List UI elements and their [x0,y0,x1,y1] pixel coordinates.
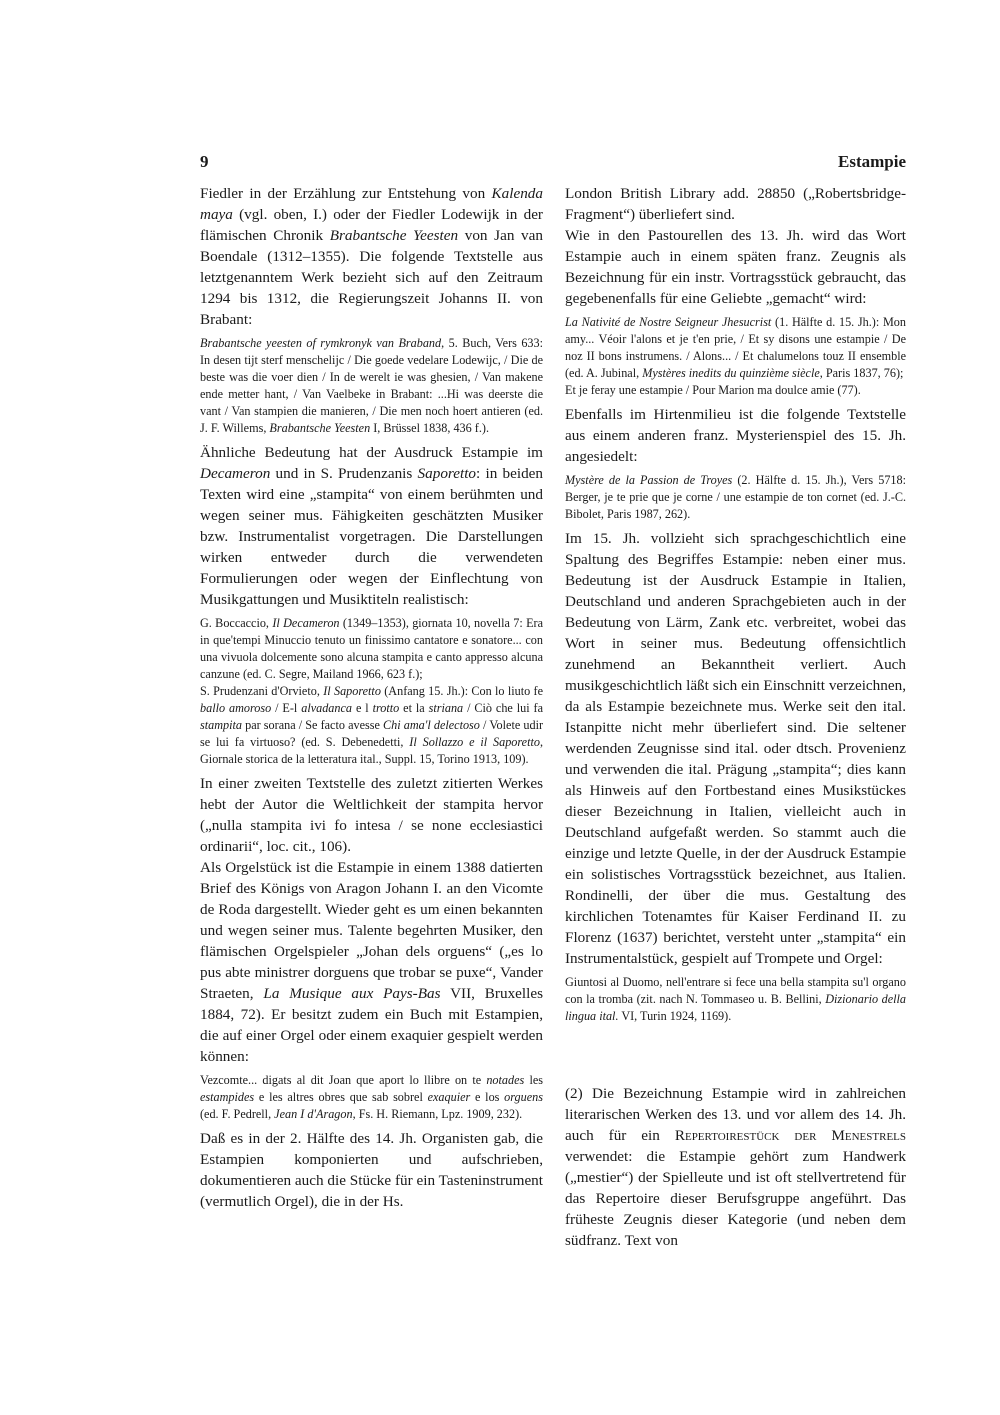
left-column [200,183,543,1212]
quote-nativite: La Nativité de Nostre Seigneur Jhesucrist (1. Hälfte d. 15. Jh.): Mon amy... Véoir l'alons et je t'en prie, / Et sy disons une estampie / De noz II bons instrumens. / Alons... / Et chalumelons touz II ensemble (ed. A. Jubinal, Mystères inedits du quinzième siècle, Paris 1837, 76); [565,315,906,380]
paragraph-spaltung: Im 15. Jh. vollzieht sich sprachgeschichtlich eine Spaltung des Begriffes Estampie: neben einer mus. Bedeutung ist der Ausdruck Estampie in Italien, Deutschland und anderen Sprachgebieten auch in der Bedeutung von Lärm, Zank etc. verbreitet, wobei das Wort in seiner mus. Bedeutung offensichtlich zunehmend an Bekanntheit verliert. Auch musikgeschichtlich läßt sich ein Einschnitt verzeichnen, da als Estampie bezeichnete mus. Werke seit den ital. Istanpitte nicht mehr überliefert sind. Die seltener werdenden Zeugnisse sind ital. oder dtsch. Provenienz und verwenden die ital. Prägung „stampita“; dies kann als Hinweis auf den Fortbestand eines Musikstückes dieser Bezeichnung in Italien, vielleicht auch in Deutschland aufgefaßt werden. So stammt auch die einzige und letzte Quelle, in der der Ausdruck Estampie ein solistisches Vortragsstück bezeichnet, aus Italien. Rondinelli, der über die mus. Gestaltung des kirchlichen Totenamtes für Kaiser Ferdinand II. zu Florenz (1637) berichtet, versteht unter „stampita“ ein Instrumentalstück, gespielt auf Trompete und Orgel: [565,530,906,967]
quote-giuntosi: Giuntosi al Duomo, nell'entrare si fece una bella stampita su'l organo con la tromba (zit. nach N. Tommaseo u. B. Bellini, Dizionario della lingua ital. VI, Turin 1924, 1169). [565,975,906,1023]
running-title: Estampie [838,152,906,171]
page-number: 9 [200,152,209,171]
running-head [200,152,906,176]
paragraph-repertoire: (2) Die Bezeichnung Estampie wird in zahlreichen literarischen Werken des 13. und vor allem des 14. Jh. auch für ein Repertoirestück der Menestrels verwendet: die Estampie gehört zum Handwerk („mestier“) der Spielleute und ist oft stellvertretend für das Repertoire dieser Berufsgruppe angeführt. Das früheste Zeugnis dieser Kategorie (und neben dem südfranz. Text von [565,1085,906,1249]
paragraph-orgelstueck: Als Orgelstück ist die Estampie in einem 1388 datierten Brief des Königs von Aragon Johann I. an den Vicomte de Roda dargestellt. Wieder geht es um einen bekannten und wegen seiner mus. Talente begehrten Musiker, den flämischen Orgelspieler „Johan dels orguens“ („es lo pus abte ministrer dorguens que trobar se puxe“, Vander Straeten, La Musique aux Pays-Bas VII, Bruxelles 1884, 72). Er besitzt zudem ein Buch mit Estampien, die auf einer Orgel oder einem exaquier gespielt werden können: [200,859,544,1065]
paragraph-fiedler: Fiedler in der Erzählung zur Entstehung von Kalenda maya (vgl. oben, I.) oder der Fiedler Lodewijk in der flämischen Chronik Brabantsche Yeesten von Jan van Boendale (1312–1355). Die folgende Textstelle aus letztgenanntem Werk bezieht sich auf den Zeitraum 1294 bis 1312, die Regierungszeit Johanns II. von Brabant: [200,185,543,328]
paragraph-weltlichkeit: In einer zweiten Textstelle des zuletzt zitierten Werkes hebt der Autor die Weltlichkeit der stampita hervor („nulla stampita ivi fo intesa / se none ecclesiastici ordinarii“, loc. cit., 106). [200,775,543,855]
section-gap [565,1025,906,1083]
paragraph-pastourellen: Wie in den Pastourellen des 13. Jh. wird das Wort Estampie auch in einem späten franz. Zeugnis als Bezeichnung für ein instr. Vortragsstück gebraucht, das gegebenenfalls für eine Geliebte „gemacht“ wird: [565,227,906,307]
quote-brabantsche-yeesten: Brabantsche yeesten of rymkronyk van Braband, 5. Buch, Vers 633: In desen tijt sterf menschelijc / Die goede vedelare Lodewijc, / Die de beste was die voer dien / In de werelt ie was ghesien, / Van makene ende metter hant, / Van Vaelbeke in Brabant: ...Hi was deerste die vant / Van stampien die manieren, / Die men noch hoert antieren (ed. J. F. Willems, Brabantsche Yeesten I, Brüssel 1838, 436 f.). [200,336,543,435]
quote-passion-troyes: Mystère de la Passion de Troyes (2. Hälfte d. 15. Jh.), Vers 5718: Berger, je te prie que je corne / une estampie de ton cornet (ed. J.-C. Bibolet, Paris 1987, 262). [565,473,907,521]
paragraph-hirtenmilieu: Ebenfalls im Hirtenmilieu ist die folgende Textstelle aus einem anderen franz. Mysterienspiel des 15. Jh. angesiedelt: [565,406,906,465]
quote-vezcomte: Vezcomte... digats al dit Joan que aport lo llibre on te notades les estampides e les altres obres que sab sobrel exaquier e los orguens (ed. F. Pedrell, Jean I d'Aragon, Fs. H. Riemann, Lpz. 1909, 232). [200,1073,543,1121]
quote-marion: Et je feray une estampie / Pour Marion ma doulce amie (77). [565,383,861,397]
quote-boccaccio: G. Boccaccio, Il Decameron (1349–1353), giornata 10, novella 7: Era in que'tempi Minuccio tenuto un finissimo cantatore e sonatore... con una vivuola dolcemente sono alcuna stampita e canto appresso alcuna canzune (ed. C. Segre, Mailand 1966, 623 f.); [200,616,543,681]
quote-prudenzani: S. Prudenzani d'Orvieto, Il Saporetto (Anfang 15. Jh.): Con lo liuto fe ballo amoroso / E-l alvadanca e l trotto et la striana / Ciò che lui fa stampita par sorana / Se facto avesse Chi ama'l delectoso / Volete udir se lui fa virtuoso? (ed. S. Debenedetti, Il Sollazzo e il Saporetto, Giornale storica de la letteratura ital., Suppl. 15, Torino 1913, 109). [200,684,544,766]
paragraph-decameron: Ähnliche Bedeutung hat der Ausdruck Estampie im Decameron und in S. Prudenzanis Saporetto: in beiden Texten wird eine „stampita“ von einem berühmten und wegen seiner mus. Fähigkeiten geschätzten Musiker bzw. Instrumentalist vorgetragen. Die Darstellungen wirken entweder durch die verwendeten Formulierungen oder wegen der Einflechtung von Musikgattungen und Musiktiteln realistisch: [200,444,544,608]
paragraph-robertsbridge: London British Library add. 28850 („Robertsbridge-Fragment“) überliefert sind. [565,185,906,223]
paragraph-organisten: Daß es in der 2. Hälfte des 14. Jh. Organisten gab, die Estampien komponierten und aufschrieben, dokumentieren auch die Stücke für ein Tasteninstrument (vermutlich Orgel), die in der Hs. [200,1130,543,1210]
right-column [565,183,906,1251]
